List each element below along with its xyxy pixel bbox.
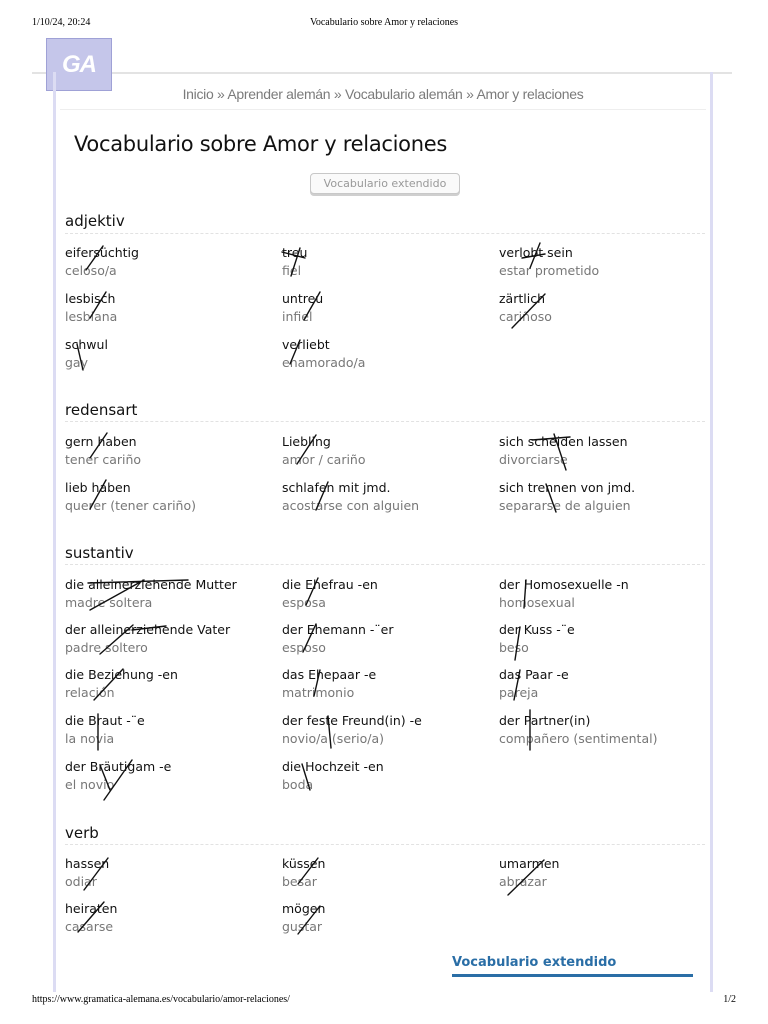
german-term: der Partner(in) <box>499 713 591 728</box>
spanish-translation: esposa <box>282 595 326 610</box>
spanish-translation: querer (tener cariño) <box>65 498 196 513</box>
spanish-translation: la novia <box>65 731 115 746</box>
spanish-translation: madre soltera <box>65 595 153 610</box>
breadcrumb-separator: » <box>466 86 474 102</box>
page-title: Vocabulario sobre Amor y relaciones <box>74 132 447 156</box>
section-title-redensart: redensart <box>65 401 138 419</box>
german-term: treu <box>282 245 308 260</box>
section-title-sustantiv: sustantiv <box>65 544 134 562</box>
list-item <box>282 712 492 748</box>
german-term: hassen <box>65 856 110 871</box>
list-item <box>282 244 492 280</box>
german-term: die Braut -¨e <box>65 713 145 728</box>
list-item <box>65 576 275 612</box>
spanish-translation: boda <box>282 777 314 792</box>
german-term: das Ehepaar -e <box>282 667 377 682</box>
german-term: sich trennen von jmd. <box>499 480 636 495</box>
german-term: lieb haben <box>65 480 131 495</box>
german-term: mögen <box>282 901 326 916</box>
german-term: der Bräutigam -e <box>65 759 172 774</box>
german-term: die Beziehung -en <box>65 667 178 682</box>
print-datetime: 1/10/24, 20:24 <box>32 17 91 28</box>
list-item <box>499 712 709 748</box>
spanish-translation: homosexual <box>499 595 575 610</box>
spanish-translation: lesbiana <box>65 309 118 324</box>
german-term: der Ehemann -¨er <box>282 622 394 637</box>
list-item <box>499 244 709 280</box>
german-term: der Kuss -¨e <box>499 622 575 637</box>
german-term: die alleinerziehende Mutter <box>65 577 237 592</box>
breadcrumb-divider <box>60 109 706 110</box>
spanish-translation: cariñoso <box>499 309 552 324</box>
list-item <box>499 479 709 515</box>
content-frame <box>53 72 713 992</box>
breadcrumb <box>56 86 710 102</box>
section-title-adjektiv: adjektiv <box>65 212 125 230</box>
german-term: zärtlich <box>499 291 546 306</box>
list-item <box>65 290 275 326</box>
list-item <box>499 666 709 702</box>
list-item <box>65 336 275 372</box>
german-term: das Paar -e <box>499 667 569 682</box>
breadcrumb-separator: » <box>217 86 225 102</box>
spanish-translation: besar <box>282 874 317 889</box>
list-item <box>282 855 492 891</box>
section-title-verb: verb <box>65 824 99 842</box>
extended-vocabulary-link[interactable]: Vocabulario extendido <box>452 955 693 977</box>
section-divider <box>65 421 705 422</box>
spanish-translation: odiar <box>65 874 97 889</box>
list-item <box>499 433 709 469</box>
german-term: der feste Freund(in) -e <box>282 713 422 728</box>
spanish-translation: gay <box>65 355 88 370</box>
german-term: verliebt <box>282 337 330 352</box>
german-term: die Hochzeit -en <box>282 759 384 774</box>
spanish-translation: gustar <box>282 919 323 934</box>
list-item <box>499 290 709 326</box>
german-term: der Homosexuelle -n <box>499 577 629 592</box>
german-term: gern haben <box>65 434 137 449</box>
list-item <box>282 479 492 515</box>
spanish-translation: esposo <box>282 640 326 655</box>
list-item <box>65 621 275 657</box>
list-item <box>282 433 492 469</box>
spanish-translation: casarse <box>65 919 114 934</box>
list-item <box>65 433 275 469</box>
spanish-translation: padre soltero <box>65 640 148 655</box>
german-term: eifersüchtig <box>65 245 139 260</box>
german-term: die Ehefrau -en <box>282 577 378 592</box>
breadcrumb-item-aprender[interactable]: Aprender alemán <box>227 86 331 102</box>
spanish-translation: estar prometido <box>499 263 600 278</box>
spanish-translation: acostarse con alguien <box>282 498 420 513</box>
spanish-translation: fiel <box>282 263 302 278</box>
list-item <box>282 336 492 372</box>
list-item <box>282 576 492 612</box>
german-term: sich scheiden lassen <box>499 434 628 449</box>
spanish-translation: separarse de alguien <box>499 498 631 513</box>
german-term: Liebling <box>282 434 331 449</box>
german-term: schlafen mit jmd. <box>282 480 391 495</box>
extended-vocabulary-button[interactable]: Vocabulario extendido <box>310 173 460 194</box>
print-page-number: 1/2 <box>723 994 736 1005</box>
site-logo[interactable]: GA <box>46 38 112 91</box>
spanish-translation: enamorado/a <box>282 355 366 370</box>
spanish-translation: amor / cariño <box>282 452 366 467</box>
site-header-bar <box>32 38 732 74</box>
section-divider <box>65 233 705 234</box>
german-term: lesbisch <box>65 291 116 306</box>
spanish-translation: divorciarse <box>499 452 568 467</box>
list-item <box>65 244 275 280</box>
list-item <box>282 666 492 702</box>
spanish-translation: novio/a (serio/a) <box>282 731 385 746</box>
spanish-translation: tener cariño <box>65 452 142 467</box>
list-item <box>65 479 275 515</box>
list-item <box>65 758 275 794</box>
spanish-translation: el novio <box>65 777 115 792</box>
list-item <box>499 621 709 657</box>
spanish-translation: celoso/a <box>65 263 117 278</box>
spanish-translation: relación <box>65 685 115 700</box>
print-footer <box>0 994 768 1008</box>
section-divider <box>65 564 705 565</box>
list-item <box>65 712 275 748</box>
spanish-translation: infiel <box>282 309 313 324</box>
spanish-translation: beso <box>499 640 529 655</box>
list-item <box>499 576 709 612</box>
german-term: verlobt sein <box>499 245 573 260</box>
list-item <box>65 855 275 891</box>
list-item <box>282 621 492 657</box>
breadcrumb-item-inicio[interactable]: Inicio <box>182 86 214 102</box>
german-term: küssen <box>282 856 326 871</box>
german-term: umarmen <box>499 856 560 871</box>
section-divider <box>65 844 705 845</box>
spanish-translation: abrazar <box>499 874 547 889</box>
breadcrumb-item-vocabulario[interactable]: Vocabulario alemán <box>344 86 463 102</box>
spanish-translation: matrimonio <box>282 685 355 700</box>
spanish-translation: compañero (sentimental) <box>499 731 658 746</box>
spanish-translation: pareja <box>499 685 539 700</box>
list-item <box>499 855 709 891</box>
breadcrumb-item-current[interactable]: Amor y relaciones <box>476 86 584 102</box>
print-doc-title: Vocabulario sobre Amor y relaciones <box>309 17 459 28</box>
german-term: untreu <box>282 291 324 306</box>
list-item <box>65 900 275 936</box>
german-term: schwul <box>65 337 108 352</box>
list-item <box>65 666 275 702</box>
german-term: der alleinerziehende Vater <box>65 622 231 637</box>
list-item <box>282 290 492 326</box>
german-term: heiraten <box>65 901 118 916</box>
print-header <box>0 17 768 31</box>
breadcrumb-separator: » <box>333 86 342 102</box>
list-item <box>282 758 492 794</box>
print-url: https://www.gramatica-alemana.es/vocabulario/amor-relaciones/ <box>32 994 290 1005</box>
list-item <box>282 900 492 936</box>
